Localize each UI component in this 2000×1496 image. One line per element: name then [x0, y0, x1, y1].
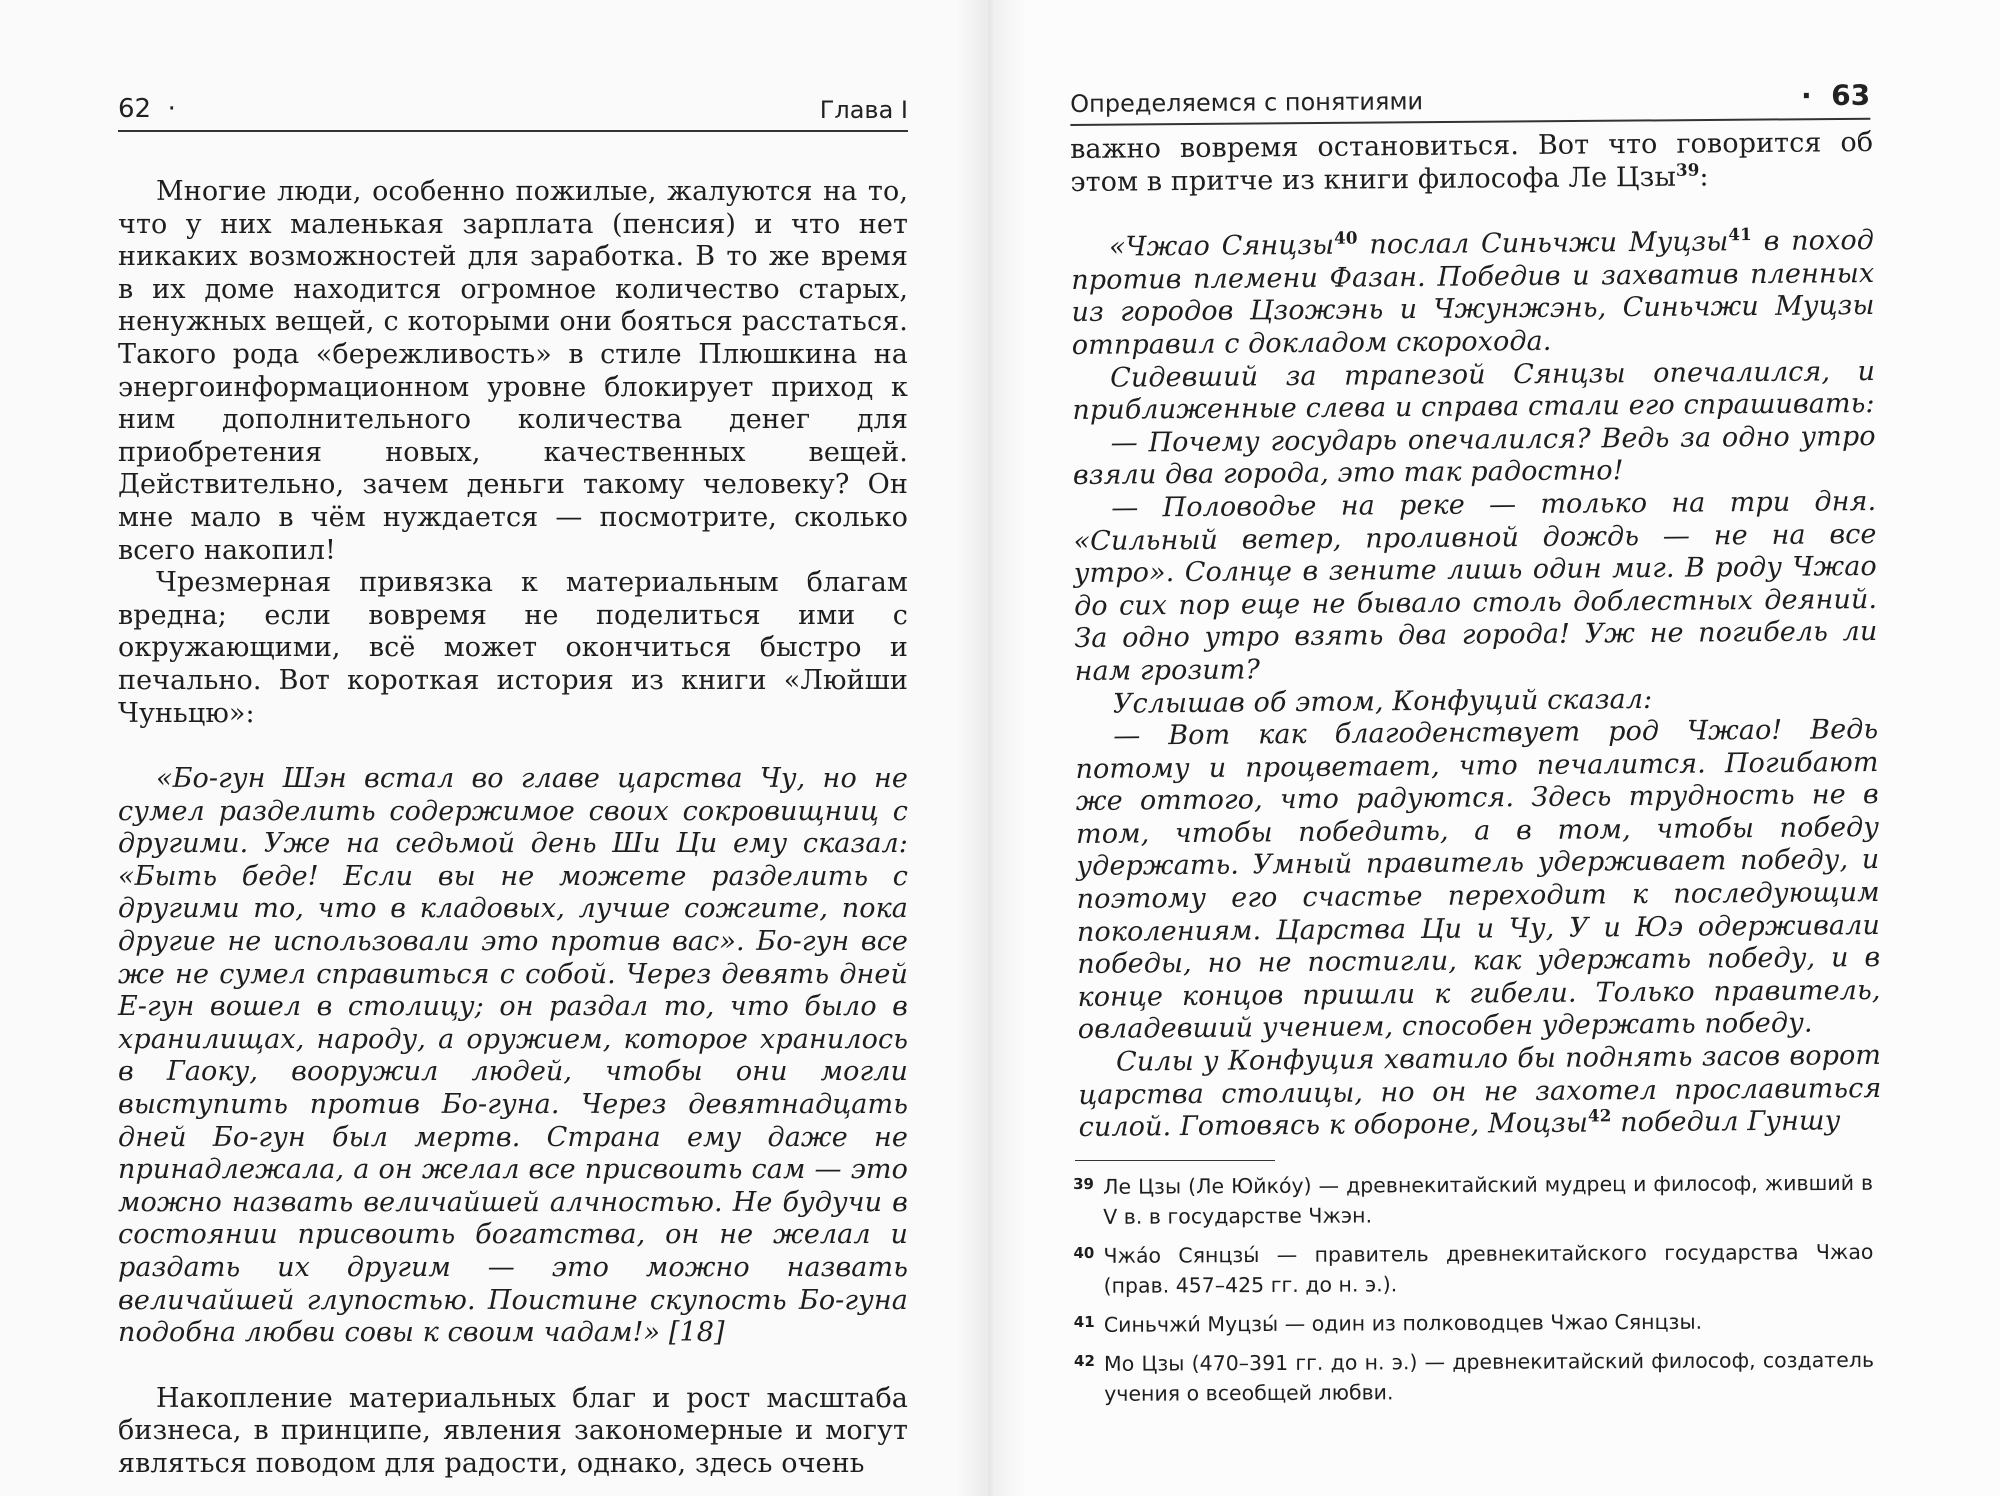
left-page-number: 62 — [118, 94, 152, 124]
footnote-text: Чжáо Сянцзы́ — правитель древнекитайского государства Чжао (прав. 457–425 гг. до н. э.). — [1103, 1239, 1874, 1298]
chapter-title: Глава I — [819, 96, 908, 124]
left-head-dot: · — [167, 94, 176, 124]
left-running-head — [118, 86, 908, 132]
left-page — [0, 0, 985, 1496]
footnote-rule — [1075, 1160, 1275, 1161]
right-quote-paragraph-3: — Почему государь опечалился? Ведь за одно утро взяли два города, это так радостно! — [1072, 420, 1876, 492]
footnote-number: 40 — [1073, 1243, 1095, 1262]
right-page-number-group — [1801, 79, 1870, 113]
right-quote-paragraph-1 — [1071, 225, 1875, 362]
right-quote-paragraph-6: — Вот как благоденствует род Чжао! Ведь потому и процветает, что печалится. Погибают же оттого, что радуются. Здесь трудность не в том, чтобы победить, а в том, чтобы победу удержать. Умный правитель удерживает победу, и поэтому его счастье переходит к последующим поколениям. Царства Ци и Чу, У и Юэ одерживали победы, но не постигли, как удержать победу, и в конце концов пришли к гибели. Только правитель, овладевший учением, способен удержать победу. — [1075, 714, 1881, 1046]
right-head-dot: · — [1800, 79, 1812, 113]
right-running-head — [1070, 72, 1870, 126]
footnote-number: 42 — [1073, 1351, 1095, 1370]
footnote-ref-42: 42 — [1587, 1105, 1612, 1126]
footnote-text: Мо Цзы (470–391 гг. до н. э.) — древнекитайский философ, создатель учения о всеобщей любви. — [1103, 1347, 1875, 1406]
left-closing-paragraph: Накопление материальных благ и рост масштаба бизнеса, в принципе, явления закономерные и могут являться поводом для радости, однако, здесь очень — [118, 1382, 908, 1479]
right-page — [985, 0, 2000, 1496]
last-para-end: победил Гуншу — [1611, 1105, 1841, 1139]
right-page-number: 63 — [1831, 78, 1871, 113]
quote-mid: послал Синьчжи Муцзы — [1357, 226, 1729, 261]
left-paragraph-2: Чрезмерная привязка к материальным благам вредна; если вовремя не поделиться ими с окружающими, всё может окончиться быстро и печально. Вот короткая история из книги «Люйши Чуньцю»: — [118, 567, 908, 729]
continuation-text: важно вовремя остановиться. Вот что говорится об этом в притче из книги философа Ле Цзы — [1070, 126, 1874, 198]
footnote-42 — [1074, 1345, 1874, 1409]
quote-open: «Чжао Сянцзы — [1108, 229, 1335, 263]
footnote-ref-40: 40 — [1334, 227, 1358, 248]
footnote-40 — [1073, 1237, 1873, 1301]
right-last-paragraph — [1078, 1040, 1882, 1145]
continuation-end: : — [1699, 161, 1709, 193]
quote-rest: в поход против племени Фазан. Победив и захватив пленных из городов Цзожэнь и Чжунжэнь, Синьчжи Муцзы отправил с докладом скорохода. — [1071, 225, 1875, 361]
right-quote-paragraph-5: Услышав об этом, Конфуций сказал: — [1112, 683, 1653, 720]
left-quote: «Бо-гун Шэн встал во главе царства Чу, но не сумел разделить содержимое своих сокровищниц с другими. Уже на седьмой день Ши Ци ему сказал: «Быть беде! Если вы не можете разделить с другими то, что в кладовых, лучше сожгите, пока другие не использовали это против вас». Бо-гун все же не сумел справиться с собой. Через девять дней Е-гун вошел в столицу; он раздал то, что было в хранилищах, народу, а оружием, которое хранилось в Гаоку, вооружил людей, чтобы они могли выступить против Бо-гуна. Через девятнадцать дней Бо-гун был мертв. Страна ему даже не принадлежала, а он желал все присвоить сам — это можно назвать величайшей алчностью. Не будучи в состоянии присвоить богатства, он не желал и раздать их другим — это можно назвать величайшей глупостью. Поистине скупость Бо-гуна подобна любви совы к своим чадам!» [18] — [118, 763, 908, 1349]
footnote-41 — [1074, 1306, 1874, 1340]
left-page-number-group — [118, 94, 176, 124]
footnote-39 — [1073, 1168, 1873, 1232]
right-quote-paragraph-2: Сидевший за трапезой Сянцзы опечалился, и приближенные слева и справа стали его спрашивать: — [1072, 355, 1876, 427]
right-body-text — [1070, 127, 1882, 1145]
right-continuation-paragraph — [1070, 127, 1874, 199]
footnotes — [1073, 1168, 1874, 1418]
last-para-start: Силы у Конфуция хватило бы поднять засов ворот царства столицы, но он не захотел прославиться силой. Готовясь к обороне, Моцзы — [1078, 1039, 1882, 1144]
footnote-ref-41: 41 — [1728, 224, 1752, 245]
footnote-text: Ле Цзы (Ле Юйкóу) — древнекитайский мудрец и философ, живший в V в. в государстве Чжэн. — [1103, 1170, 1874, 1229]
running-title: Определяемся с понятиями — [1070, 87, 1424, 118]
right-quote-paragraph-4: — Половодье на реке — только на три дня. «Сильный ветер, проливной дождь — не на все утро». Солнце в зените лишь один миг. В роду Чжао до сих пор еще не бывало столь доблестных деяний. За одно утро взять два города! Уж не погибель ли нам грозит? — [1073, 485, 1878, 687]
footnote-ref-39: 39 — [1675, 159, 1700, 180]
footnote-number: 39 — [1073, 1174, 1094, 1193]
footnote-number: 41 — [1073, 1312, 1095, 1331]
left-paragraph-1: Многие люди, особенно пожилые, жалуются на то, что у них маленькая зарплата (пенсия) и что нет никаких возможностей для заработка. В то же время в их доме находится огромное количество старых, ненужных вещей, с которыми они бояться расстаться. Такого рода «бережливость» в стиле Плюшкина на энергоинформационном уровне блокирует приход к ним дополнительного количества денег для приобретения новых, качественных вещей. Действительно, зачем деньги такому человеку? Он мне мало в чём нуждается — посмотрите, сколько всего накопил! — [118, 176, 908, 566]
footnote-text: Синьчжи́ Муцзы́ — один из полководцев Чжао Сянцзы. — [1103, 1309, 1703, 1337]
left-body-text — [118, 176, 908, 1481]
